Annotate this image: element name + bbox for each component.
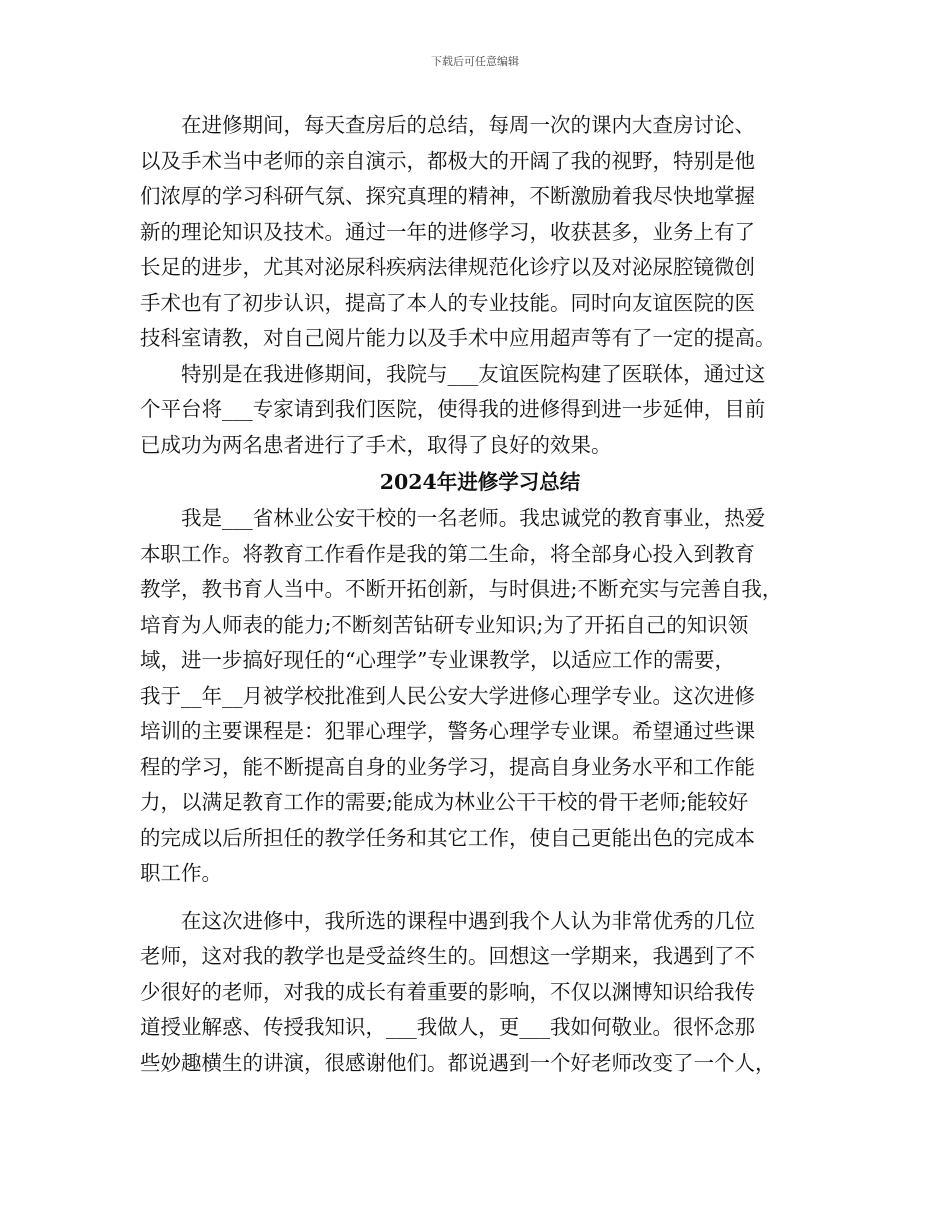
text-line: 已成功为两名患者进行了手术，取得了良好的效果。 [140, 432, 612, 457]
section-title: 2024年进修学习总结 [379, 470, 581, 494]
text-line: 手术也有了初步认识，提高了本人的专业技能。同时向友谊医院的医 [140, 290, 755, 315]
text-line: 道授业解惑、传授我知识，___我做人，更___我如何敬业。很怀念那 [140, 1015, 755, 1039]
text-line: 技科室请教，对自己阅片能力以及手术中应用超声等有了一定的提高。 [140, 326, 776, 350]
page-header: 下载后可任意编辑 [431, 55, 519, 68]
paragraph [140, 501, 820, 892]
text-line: 职工作。 [140, 861, 222, 885]
paragraph [140, 108, 820, 357]
document-body [140, 108, 820, 1081]
paragraph [140, 357, 820, 464]
text-line: 在这次进修中，我所选的课程中遇到我个人认为非常优秀的几位 [140, 908, 755, 933]
text-line: 域，进一步搞好现任的“心理学”专业课教学，以适应工作的需要， [140, 648, 735, 672]
paragraph [140, 904, 820, 1082]
text-line: 培育为人师表的能力;不断刻苦钻研专业知识;为了开拓自己的知识领 [140, 612, 749, 637]
text-line: 个平台将___专家请到我们医院，使得我的进修得到进一步延伸，目前 [140, 397, 766, 421]
text-line: 教学，教书育人当中。不断开拓创新，与时俱进;不断充实与完善自我， [140, 577, 783, 601]
text-line: 力，以满足教育工作的需要;能成为林业公干干校的骨干老师;能较好 [140, 790, 749, 814]
text-line: 新的理论知识及技术。通过一年的进修学习，收获甚多，业务上有了 [140, 219, 755, 244]
text-line: 我于__年__月被学校批准到人民公安大学进修心理学专业。这次进修 [140, 683, 755, 708]
text-line: 程的学习，能不断提高自身的业务学习，提高自身业务水平和工作能 [140, 754, 755, 779]
text-line: 在进修期间，每天查房后的总结，每周一次的课内大查房讨论、 [140, 113, 755, 137]
text-line: 些妙趣横生的讲演，很感谢他们。都说遇到一个好老师改变了一个人， [140, 1050, 776, 1075]
text-line: 们浓厚的学习科研气氛、探究真理的精神，不断激励着我尽快地掌握 [140, 184, 755, 208]
text-line: 本职工作。将教育工作看作是我的第二生命，将全部身心投入到教育 [140, 541, 755, 566]
text-line: 老师，这对我的教学也是受益终生的。回想这一学期来，我遇到了不 [140, 944, 755, 968]
text-line: 的完成以后所担任的教学任务和其它工作，使自己更能出色的完成本 [140, 825, 755, 850]
text-line: 以及手术当中老师的亲自演示，都极大的开阔了我的视野，特别是他 [140, 148, 755, 173]
text-line: 培训的主要课程是：犯罪心理学，警务心理学专业课。希望通过些课 [140, 719, 755, 743]
text-line: 我是___省林业公安干校的一名老师。我忠诚党的教育事业，热爱 [140, 506, 766, 530]
text-line: 长足的进步，尤其对泌尿科疾病法律规范化诊疗以及对泌尿腔镜微创 [140, 255, 755, 279]
text-line: 特别是在我进修期间，我院与___友谊医院构建了医联体，通过这 [140, 361, 766, 386]
paragraph-gap [140, 892, 820, 904]
text-line: 少很好的老师，对我的成长有着重要的影响，不仅以渊博知识给我传 [140, 979, 755, 1004]
